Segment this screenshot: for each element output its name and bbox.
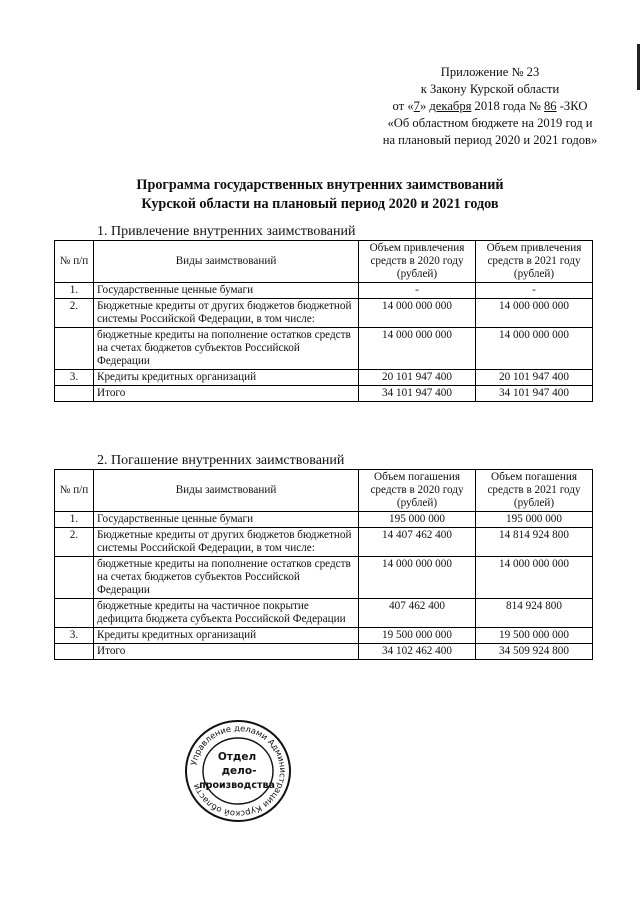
date-prefix: от « <box>392 99 414 113</box>
appendix-law-title-2: на плановый период 2020 и 2021 годов» <box>382 133 598 147</box>
col-header-2020: Объем привлечения средств в 2020 году (рублей) <box>359 241 476 283</box>
row-amount-2021-cell: - <box>476 283 593 299</box>
table-row <box>55 628 593 644</box>
table-row <box>55 599 593 628</box>
row-number-cell <box>55 328 94 370</box>
table-body <box>55 283 593 402</box>
law-number: 86 <box>544 99 557 113</box>
row-amount-2020-cell: 14 000 000 000 <box>359 299 476 328</box>
row-number-cell: 1. <box>55 512 94 528</box>
office-stamp <box>183 718 293 824</box>
row-amount-2020-cell: 14 000 000 000 <box>359 328 476 370</box>
col-header-number: № п/п <box>55 470 94 512</box>
stamp-center-line-1: Отдел <box>217 751 257 763</box>
title-line-2: Курской области на плановый период 2020 и 2021 годов <box>141 196 499 212</box>
col-header-2021: Объем привлечения средств в 2021 году (рублей) <box>476 241 593 283</box>
date-day: 7 <box>413 99 420 113</box>
col-header-2021: Объем погашения средств в 2021 году (рублей) <box>476 470 593 512</box>
section-1-title: 1. Привлечение внутренних заимствований <box>97 224 356 239</box>
row-kind-cell: Бюджетные кредиты от других бюджетов бюджетной системы Российской Федерации, в том числе: <box>94 299 359 328</box>
table-row <box>55 386 593 402</box>
row-kind-cell: Итого <box>94 386 359 402</box>
row-amount-2021-cell: 814 924 800 <box>476 599 593 628</box>
table-row <box>55 299 593 328</box>
col-header-2020: Объем погашения средств в 2020 году (рублей) <box>359 470 476 512</box>
row-amount-2020-cell: - <box>359 283 476 299</box>
row-number-cell: 1. <box>55 283 94 299</box>
row-number-cell <box>55 644 94 660</box>
document-title <box>60 176 580 214</box>
row-kind-cell: бюджетные кредиты на частичное покрытие дефицита бюджета субъекта Российской Федерации <box>94 599 359 628</box>
col-header-number: № п/п <box>55 241 94 283</box>
row-amount-2020-cell: 34 101 947 400 <box>359 386 476 402</box>
row-kind-cell: бюджетные кредиты на пополнение остатков средств на счетах бюджетов субъектов Российской Федерации <box>94 328 359 370</box>
row-number-cell <box>55 599 94 628</box>
appendix-law-title-1: «Об областном бюджете на 2019 год и <box>387 116 593 130</box>
table-row <box>55 370 593 386</box>
row-kind-cell: Итого <box>94 644 359 660</box>
appendix-law-date <box>340 98 640 115</box>
title-line-1: Программа государственных внутренних заимствований <box>136 177 504 193</box>
table-body <box>55 512 593 660</box>
row-amount-2020-cell: 20 101 947 400 <box>359 370 476 386</box>
row-number-cell: 3. <box>55 628 94 644</box>
row-kind-cell: Кредиты кредитных организаций <box>94 370 359 386</box>
appendix-header <box>340 64 640 149</box>
row-amount-2020-cell: 19 500 000 000 <box>359 628 476 644</box>
row-amount-2020-cell: 34 102 462 400 <box>359 644 476 660</box>
row-amount-2020-cell: 407 462 400 <box>359 599 476 628</box>
row-number-cell <box>55 386 94 402</box>
borrowings-repayment-table <box>54 469 593 660</box>
table-row <box>55 328 593 370</box>
row-amount-2021-cell: 14 000 000 000 <box>476 299 593 328</box>
row-amount-2021-cell: 14 000 000 000 <box>476 557 593 599</box>
row-amount-2021-cell: 14 000 000 000 <box>476 328 593 370</box>
table-row <box>55 528 593 557</box>
row-amount-2021-cell: 34 509 924 800 <box>476 644 593 660</box>
row-kind-cell: Государственные ценные бумаги <box>94 512 359 528</box>
table-row <box>55 283 593 299</box>
row-amount-2020-cell: 195 000 000 <box>359 512 476 528</box>
row-amount-2021-cell: 19 500 000 000 <box>476 628 593 644</box>
appendix-number: Приложение № 23 <box>440 65 540 79</box>
appendix-law-ref: к Закону Курской области <box>420 82 560 96</box>
stamp-center-line-3: производства <box>199 780 275 791</box>
row-kind-cell: Государственные ценные бумаги <box>94 283 359 299</box>
borrowings-attraction-table <box>54 240 593 402</box>
row-kind-cell: Кредиты кредитных организаций <box>94 628 359 644</box>
table-header-row <box>55 470 593 512</box>
row-kind-cell: бюджетные кредиты на пополнение остатков средств на счетах бюджетов субъектов Российской Федерации <box>94 557 359 599</box>
stamp-center-line-2: дело- <box>221 765 257 777</box>
law-suffix: -ЗКО <box>556 99 588 113</box>
row-number-cell: 2. <box>55 528 94 557</box>
date-year: 2018 года № <box>471 99 544 113</box>
date-sep: » <box>419 99 430 113</box>
table-header-row <box>55 241 593 283</box>
row-kind-cell: Бюджетные кредиты от других бюджетов бюджетной системы Российской Федерации, в том числе: <box>94 528 359 557</box>
row-number-cell: 3. <box>55 370 94 386</box>
table-row <box>55 557 593 599</box>
row-amount-2021-cell: 34 101 947 400 <box>476 386 593 402</box>
row-number-cell: 2. <box>55 299 94 328</box>
col-header-kind: Виды заимствований <box>94 470 359 512</box>
table-row <box>55 512 593 528</box>
row-amount-2020-cell: 14 407 462 400 <box>359 528 476 557</box>
section-2-title: 2. Погашение внутренних заимствований <box>97 453 345 468</box>
date-month: декабря <box>429 99 472 113</box>
table-row <box>55 644 593 660</box>
row-number-cell <box>55 557 94 599</box>
row-amount-2020-cell: 14 000 000 000 <box>359 557 476 599</box>
col-header-kind: Виды заимствований <box>94 241 359 283</box>
stamp-ring-text: Управление делами Администрации Курской области <box>188 722 289 820</box>
row-amount-2021-cell: 20 101 947 400 <box>476 370 593 386</box>
row-amount-2021-cell: 195 000 000 <box>476 512 593 528</box>
row-amount-2021-cell: 14 814 924 800 <box>476 528 593 557</box>
